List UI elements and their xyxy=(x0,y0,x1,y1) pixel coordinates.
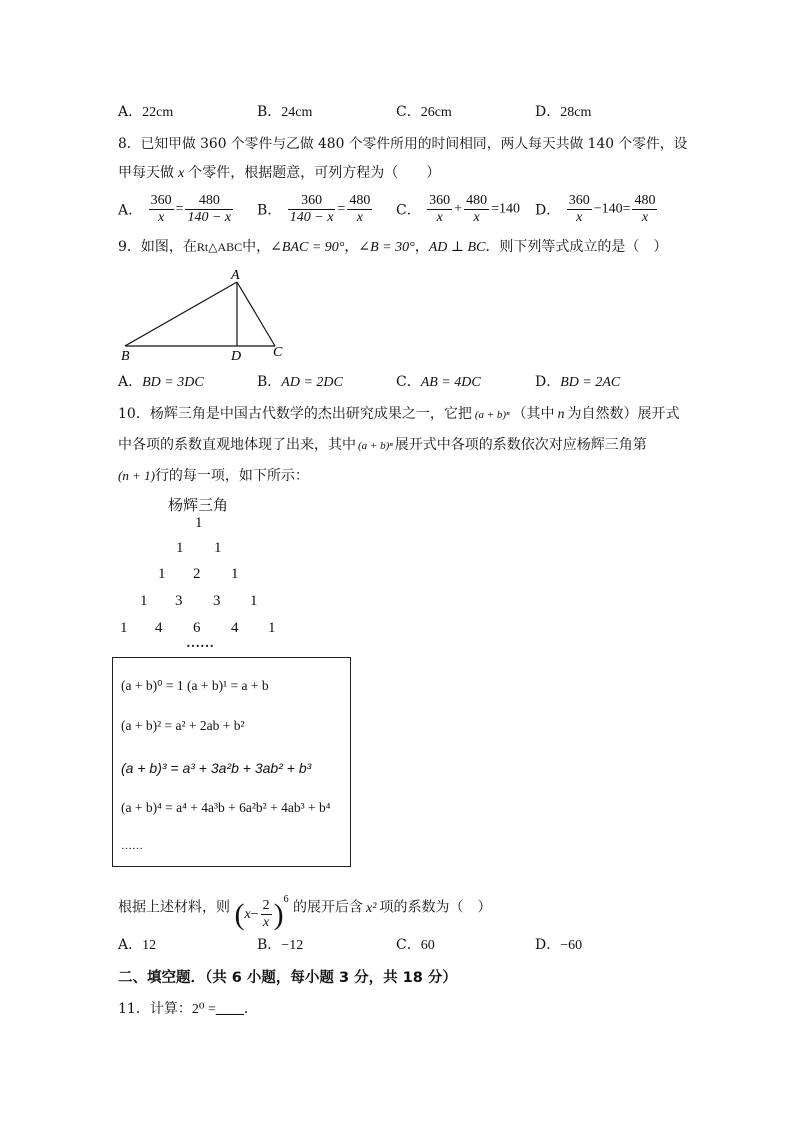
q9-option-d: D．BD = 2AC xyxy=(535,374,621,390)
expansion-line-4: (a + b)⁴ = a⁴ + 4a³b + 6a²b² + 4ab³ + b⁴ xyxy=(121,800,331,815)
q9-option-c: C．AB = 4DC xyxy=(396,374,481,390)
q7-option-b: B．24cm xyxy=(257,104,313,120)
pascal-cell: 3 xyxy=(175,593,183,609)
q9-option-a: A．BD = 3DC xyxy=(118,374,204,390)
q8-option-b: B． $\frac{360}{140 - x}$ = $\frac{480}{x}$ xyxy=(257,193,371,225)
q8-option-d: D． $\frac{360}{x}$ −140= $\frac{480}{x}$ xyxy=(535,193,656,225)
q10-option-d: D．−60 xyxy=(535,937,583,953)
label-b: B xyxy=(121,349,130,362)
q7-option-a: A．22cm xyxy=(118,104,174,120)
q10-question: 根据上述材料，则 (x− $\frac{2}{x}$ )$^6$ 的展开后含 x² 项的系数为（ ） xyxy=(118,880,491,920)
q10-stem-line3: (n + 1)行的每一项，如下所示： xyxy=(118,468,309,484)
q11-blank: ____ xyxy=(215,1002,244,1017)
q8-stem-line1: 8．已知甲做 360 个零件与乙做 480 个零件所用的时间相同，两人每天共做 140 个零件，设 xyxy=(118,136,688,152)
pascal-cell: 1 xyxy=(158,566,166,582)
pascal-cell: 6 xyxy=(193,620,201,636)
pascal-cell: 1 xyxy=(120,620,128,636)
q10-option-a: A．12 xyxy=(118,937,157,953)
pascal-cell: 1 xyxy=(268,620,276,636)
q10-stem-line2: 中各项的系数直观地体现了出来，其中 (a + b)ⁿ 展开式中各项的系数依次对应杨辉三角第 xyxy=(118,437,647,453)
label-d: D xyxy=(231,349,242,362)
pascal-cell: 1 xyxy=(231,566,239,582)
section-heading-fill-in: 二、填空题．（共 6 小题，每小题 3 分，共 18 分） xyxy=(118,970,457,986)
q8-option-c: C． $\frac{360}{x}$ + $\frac{480}{x}$ =140 xyxy=(396,193,520,225)
pascal-title: 杨辉三角 xyxy=(168,496,229,514)
pascal-cell: 1 xyxy=(140,593,148,609)
pascal-cell: 4 xyxy=(155,620,163,636)
expansion-box xyxy=(112,657,351,867)
q9-option-b: B．AD = 2DC xyxy=(257,374,343,390)
segment-ab xyxy=(125,282,237,346)
q10-option-c: C．60 xyxy=(396,937,435,953)
segment-ac xyxy=(237,282,275,346)
q7-option-c: C．26cm xyxy=(396,104,452,120)
pascal-cell: 2 xyxy=(193,566,201,582)
label-a: A xyxy=(231,268,240,283)
pascal-cell: 4 xyxy=(231,620,239,636)
q10-stem-line1: 10．杨辉三角是中国古代数学的杰出研究成果之一，它把 (a + b)ⁿ （其中 n 为自然数）展开式 xyxy=(118,406,680,422)
q11-stem: 11．计算：2⁰ =____． xyxy=(118,1001,258,1017)
pascal-cell: 1 xyxy=(176,540,184,556)
expression-paren: (x− $\frac{2}{x}$ )$^6$ xyxy=(234,894,289,931)
q10-option-b: B．−12 xyxy=(257,937,304,953)
pascal-ellipsis: …… xyxy=(186,636,214,651)
pascal-cell: 1 xyxy=(214,540,222,556)
pascal-cell: 3 xyxy=(213,593,221,609)
expansion-line-1: (a + b)⁰ = 1 (a + b)¹ = a + b xyxy=(121,678,269,693)
pascal-cell: 1 xyxy=(195,515,203,531)
q9-stem: 9．如图，在Rt△ABC中，∠BAC = 90°，∠B = 30°，AD ⊥ BC．则下列等式成立的是（ ） xyxy=(118,239,668,255)
q8-stem-line2: 甲每天做 x 个零件，根据题意，可列方程为（ ） xyxy=(118,165,441,181)
triangle-figure xyxy=(115,262,295,362)
expansion-line-3: (a + b)³ = a³ + 3a²b + 3ab² + b³ xyxy=(121,760,312,776)
q7-option-d: D．28cm xyxy=(535,104,592,120)
expansion-line-2: (a + b)² = a² + 2ab + b² xyxy=(121,718,245,733)
label-c: C xyxy=(273,345,283,360)
pascal-cell: 1 xyxy=(250,593,258,609)
expansion-line-5: …… xyxy=(121,840,143,852)
q8-option-a: A． $\frac{360}{x}$ = $\frac{480}{140 - x}$ xyxy=(118,193,232,225)
